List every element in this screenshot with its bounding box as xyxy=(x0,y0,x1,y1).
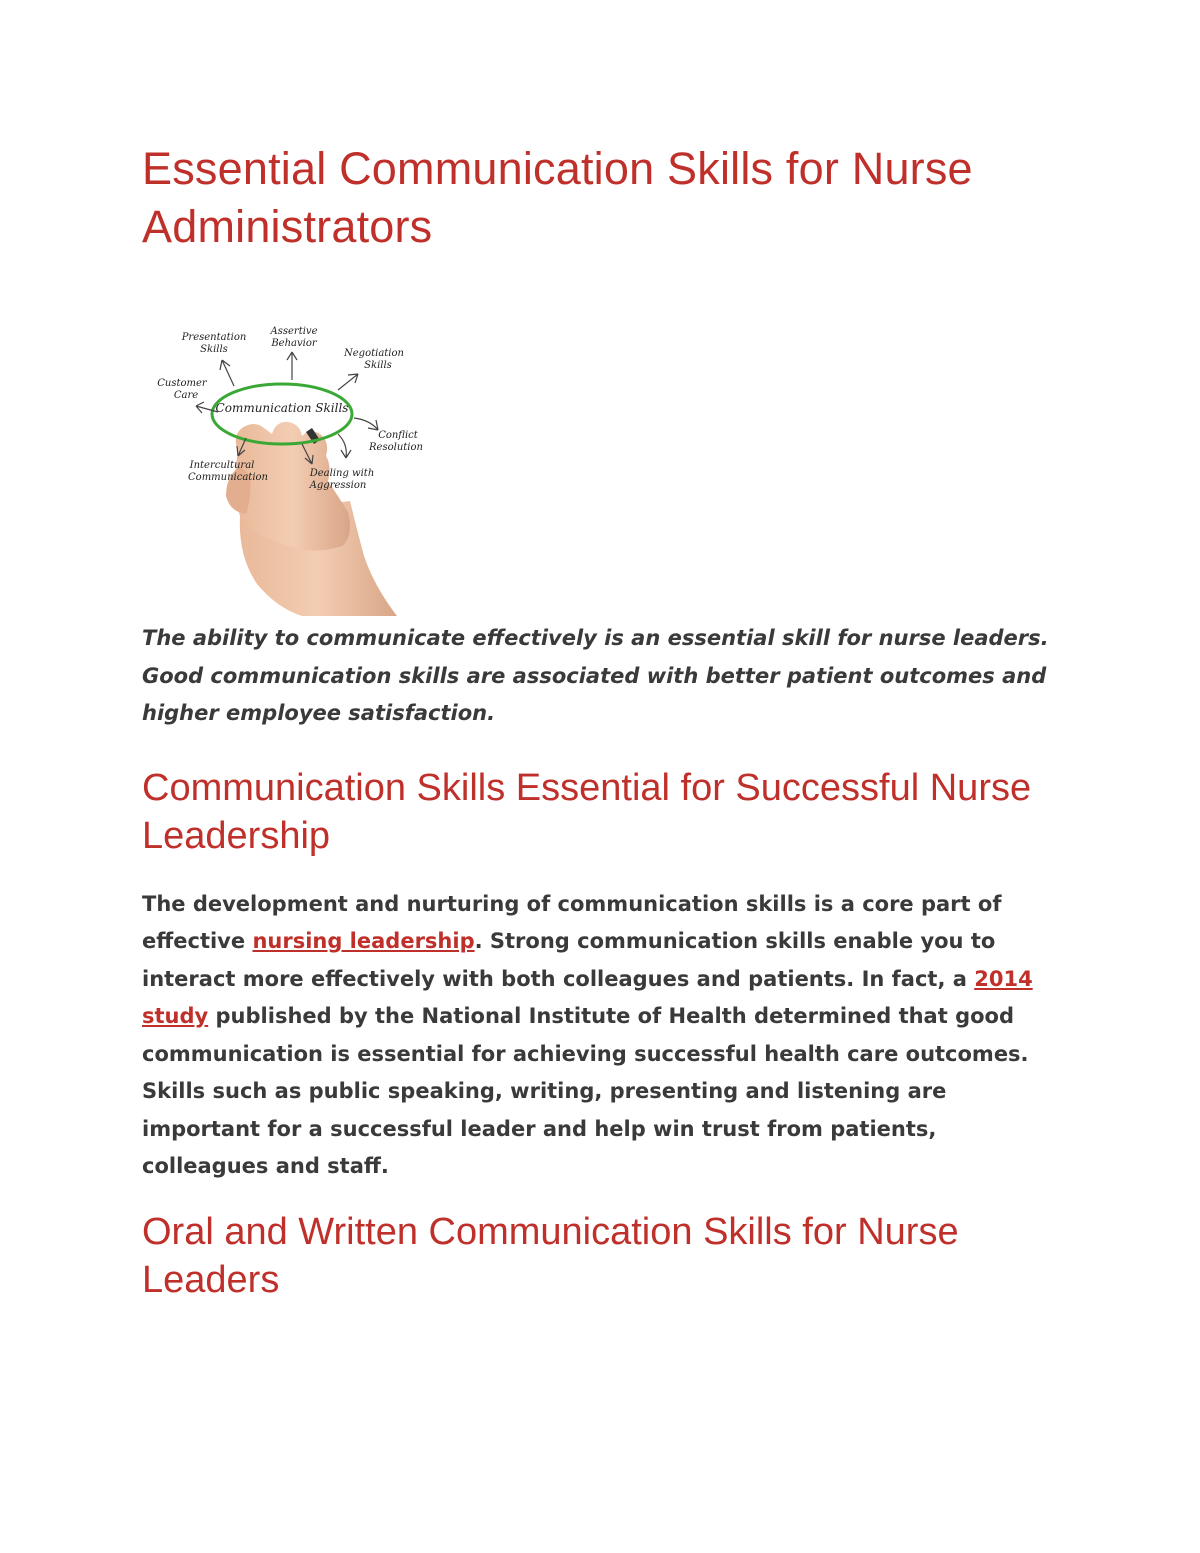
page-title: Essential Communication Skills for Nurse Administrators xyxy=(142,143,973,252)
conflict-label-2: Resolution xyxy=(369,442,423,453)
article xyxy=(142,140,1072,1304)
assertive-label-2: Behavior xyxy=(271,338,317,349)
paragraph-text: The development and nurturing of communication skills is a core part of effective xyxy=(142,891,1002,953)
leadership-paragraph xyxy=(142,886,1062,1186)
negotiation-label-2: Skills xyxy=(364,360,392,371)
communication-skills-illustration xyxy=(142,316,442,616)
nursing-leadership-link[interactable]: nursing leadership xyxy=(252,929,475,953)
center-label: Communication Skills xyxy=(215,401,349,415)
intercultural-label-1: Intercultural xyxy=(189,460,255,471)
assertive-label-1: Assertive xyxy=(270,326,318,337)
aggression-label-2: Aggression xyxy=(309,480,367,491)
aggression-label-1: Dealing with xyxy=(309,468,375,479)
intercultural-label-2: Communication xyxy=(188,472,268,483)
customer-label-2: Care xyxy=(173,390,199,401)
presentation-label-2: Skills xyxy=(200,344,228,355)
intro-paragraph: The ability to communicate effectively is an essential skill for nurse leaders. Good communication skills are associated with better patient outcomes and higher employee satisfaction. xyxy=(142,626,1049,725)
paragraph-text: published by the National Institute of Health determined that good communication is essential for achieving successful health care outcomes. Skills such as public speaking, writing, presenting and listening are important for a successful leader and help win trust from patients, colleagues and staff. xyxy=(142,1004,1029,1178)
section-heading-leadership: Communication Skills Essential for Successful Nurse Leadership xyxy=(142,766,1032,857)
presentation-label-1: Presentation xyxy=(181,332,247,343)
hand-drawing-diagram xyxy=(142,316,442,616)
negotiation-label-1: Negotiation xyxy=(344,348,404,359)
paragraph-text: . Strong communication skills enable you to interact more effectively with both colleagues and patients. In fact, a xyxy=(142,929,996,991)
customer-label-1: Customer xyxy=(157,378,207,389)
section-heading-oral-written: Oral and Written Communication Skills for Nurse Leaders xyxy=(142,1210,959,1301)
study-link[interactable]: 2014 study xyxy=(142,966,1033,1028)
conflict-label-1: Conflict xyxy=(378,430,418,441)
